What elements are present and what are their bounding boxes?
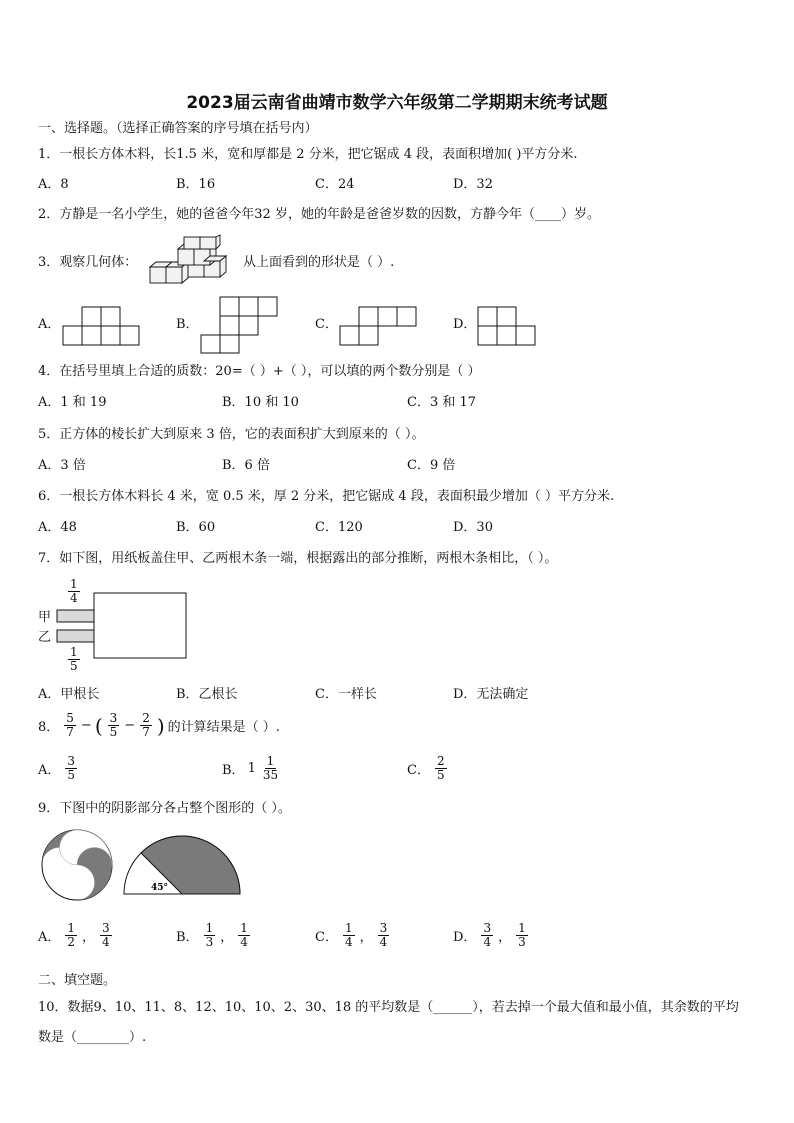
question-7-text: 7．如下图，用纸板盖住甲、乙两根木条一端，根据露出的部分推断，两根木条相比，（ ）。	[38, 551, 558, 566]
question-1-text: 1．一根长方体木料，长1.5 米，宽和厚都是 2 分米，把它锯成 4 段，表面积增加( )平方分米.	[38, 147, 578, 162]
label-yi: 乙	[38, 630, 52, 645]
q1-option-c: C．24	[315, 177, 355, 192]
q5-option-b: B．6 倍	[222, 458, 270, 473]
q7-option-a: A．甲根长	[38, 687, 100, 702]
q9-option-d: D． $\frac{3}{4}$ ， $\frac{1}{3}$	[453, 921, 526, 949]
q6-option-c: C．120	[315, 520, 363, 535]
question-4-text: 4．在括号里填上合适的质数：20=（ ）+（ ），可以填的两个数分别是（ ）	[38, 364, 481, 379]
q4-option-c: C．3 和 17	[407, 395, 477, 410]
q9-option-b: B． $\frac{1}{3}$ ， $\frac{1}{4}$	[176, 921, 248, 949]
question-3-text-a: 3．观察几何体：	[38, 255, 138, 270]
q8-option-a: A． $\frac{3}{5}$	[38, 754, 76, 782]
section-heading-choice: 一、选择题。（选择正确答案的序号填在括号内）	[38, 121, 318, 136]
q7-option-d: D．无法确定	[453, 687, 529, 702]
q9-option-c: C． $\frac{1}{4}$ ， $\frac{3}{4}$	[315, 921, 388, 949]
q3-option-a: A．	[38, 317, 61, 332]
question-5-text: 5．正方体的棱长扩大到原来 3 倍，它的表面积扩大到原来的（ ）。	[38, 427, 425, 442]
question-10-line-1: 10．数据9、10、11、8、12、10、10、2、30、18 的平均数是（______），若去掉一个最大值和最小值，其余数的平均	[38, 1000, 739, 1015]
q1-option-a: A．8	[38, 177, 69, 192]
q5-option-a: A．3 倍	[38, 458, 86, 473]
q3-option-d: D．	[453, 317, 477, 332]
page-title: 2023届云南省曲靖市数学六年级第二学期期末统考试题	[186, 93, 608, 113]
q3-option-d-figure	[477, 306, 537, 346]
q9-option-a: A． $\frac{1}{2}$ ， $\frac{3}{4}$	[38, 921, 110, 949]
yin-yang-circle-figure	[40, 828, 114, 902]
q7-option-b: B．乙根长	[176, 687, 238, 702]
q1-option-b: B．16	[176, 177, 216, 192]
q1-option-d: D．32	[453, 177, 493, 192]
cube-solid-figure	[148, 235, 238, 287]
question-6-text: 6．一根长方体木料长 4 米，宽 0.5 米，厚 2 分米，把它锯成 4 段，表面积最少增加（ ）平方分米.	[38, 489, 615, 504]
q6-option-d: D．30	[453, 520, 493, 535]
question-9-text: 9．下图中的阴影部分各占整个图形的（ ）。	[38, 801, 291, 816]
question-2-text: 2．方静是一名小学生，她的爸爸今年32 岁，她的年龄是爸爸岁数的因数，方静今年（____）岁。	[38, 207, 600, 222]
q4-option-b: B．10 和 10	[222, 395, 299, 410]
q3-option-c: C．	[315, 317, 338, 332]
q7-fraction-bottom: $\frac{1}{5}$	[70, 645, 78, 673]
question-10-line-2: 数是（________）.	[38, 1030, 147, 1045]
q3-option-b: B．	[176, 317, 199, 332]
q3-option-a-figure	[62, 306, 140, 346]
q7-option-c: C．一样长	[315, 687, 377, 702]
q3-option-b-figure	[200, 296, 278, 354]
q3-option-c-figure	[339, 306, 417, 346]
sector-figure	[122, 834, 242, 896]
q5-option-c: C．9 倍	[407, 458, 456, 473]
question-3-text-b: 从上面看到的形状是（ ）.	[243, 255, 395, 270]
q6-option-b: B．60	[176, 520, 216, 535]
q8-option-c: C． $\frac{2}{5}$	[407, 754, 445, 782]
q8-option-b: B． 1 $\frac{1}{35}$	[222, 754, 279, 782]
q6-option-a: A．48	[38, 520, 77, 535]
q4-option-a: A．1 和 19	[38, 395, 107, 410]
angle-label: 45°	[151, 883, 169, 893]
question-8-expression: 8． $\frac{5}{7}$ − ( $\frac{3}{5}$ − $\frac{2}{7}$ ) 的计算结果是（ ）.	[38, 711, 280, 739]
q7-fraction-top: $\frac{1}{4}$	[70, 577, 78, 605]
label-jia: 甲	[38, 610, 52, 625]
section-heading-fill: 二、填空题。	[38, 973, 117, 988]
